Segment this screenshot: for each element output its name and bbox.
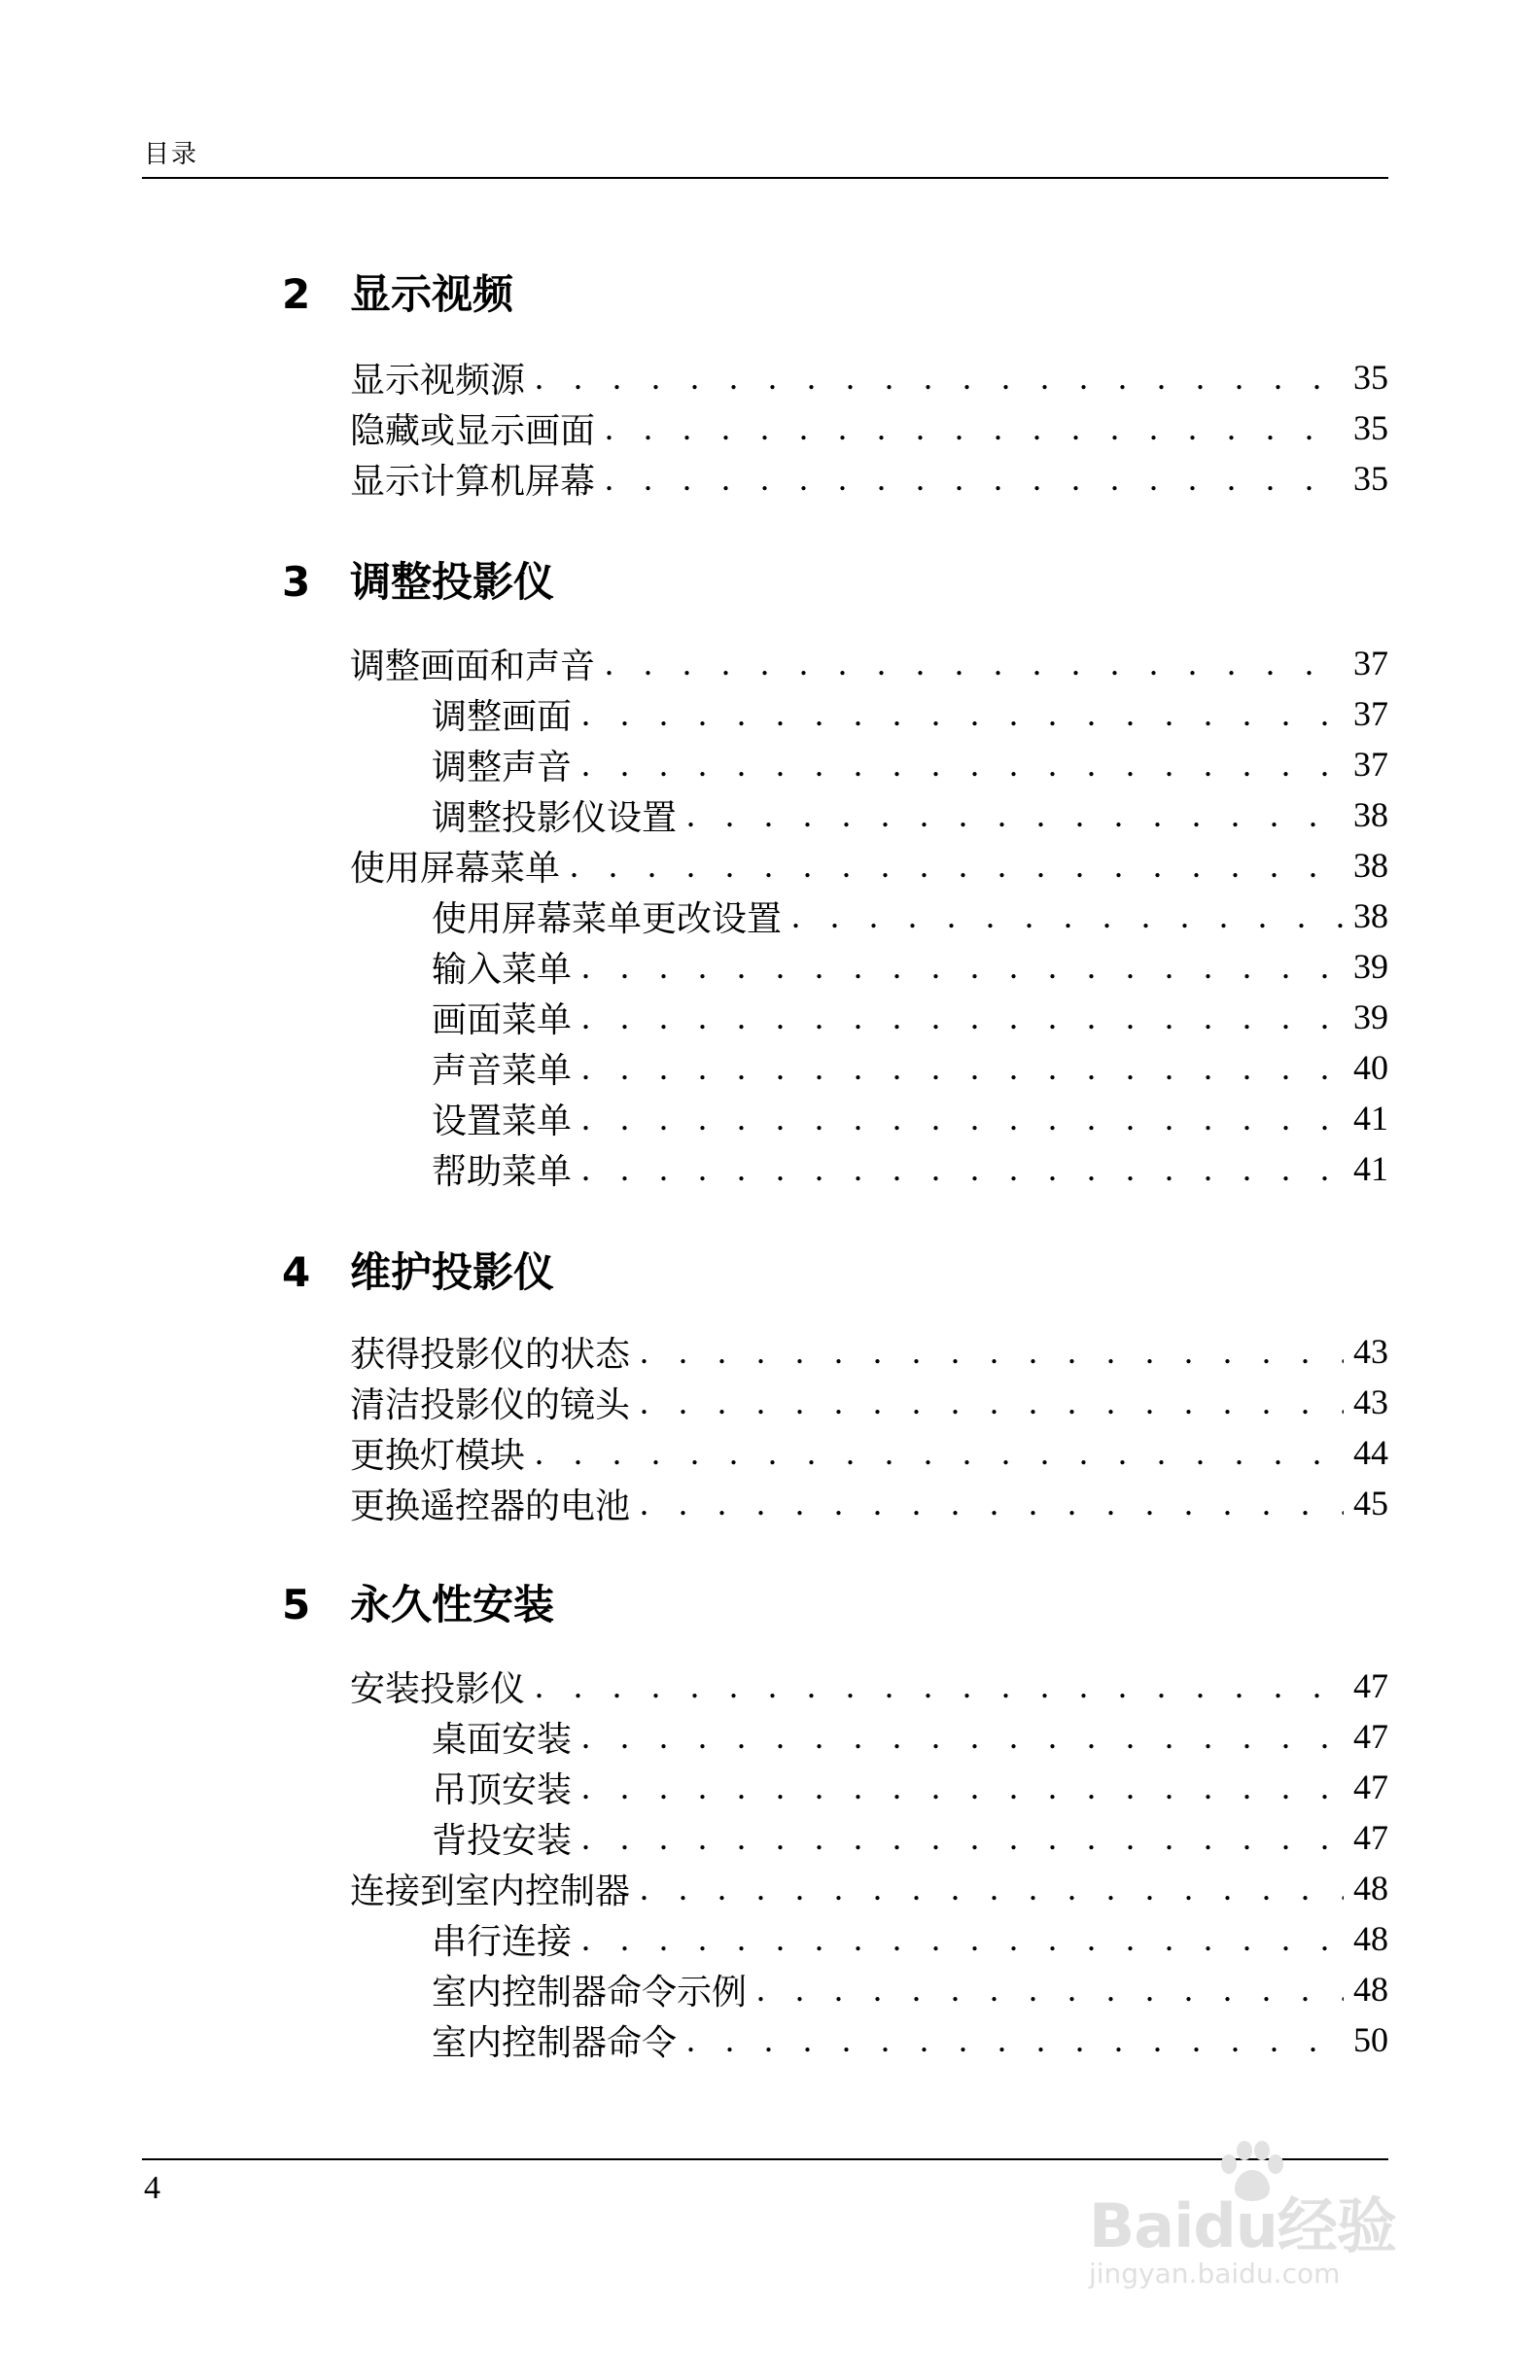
toc-entry-title: 声音菜单 bbox=[432, 1050, 573, 1091]
toc-entry-page: 48 bbox=[1353, 1970, 1388, 2009]
chapter-number: 5 bbox=[282, 1581, 311, 1628]
toc-entry-page: 38 bbox=[1353, 846, 1388, 885]
toc-entry-page: 45 bbox=[1353, 1484, 1388, 1522]
toc-subentry[interactable] bbox=[432, 992, 1388, 1042]
dot-leader bbox=[640, 1331, 1344, 1372]
toc-entry-title: 清洁投影仪的镜头 bbox=[350, 1384, 631, 1425]
toc-entry-page: 47 bbox=[1353, 1717, 1388, 1756]
dot-leader bbox=[640, 1868, 1344, 1908]
toc-entry-title: 使用屏幕菜单 bbox=[350, 848, 561, 889]
toc-entry-title: 背投安装 bbox=[432, 1820, 573, 1861]
toc-entry[interactable] bbox=[350, 1478, 1388, 1528]
toc-entry-page: 50 bbox=[1353, 2020, 1388, 2059]
dot-leader bbox=[581, 1817, 1344, 1858]
dot-leader bbox=[581, 1148, 1344, 1189]
dot-leader bbox=[581, 1098, 1344, 1138]
toc-entry-page: 35 bbox=[1353, 459, 1388, 498]
chapter-title: 显示视频 bbox=[350, 270, 514, 318]
toc-entry-title: 连接到室内控制器 bbox=[350, 1871, 631, 1911]
dot-leader bbox=[570, 845, 1344, 886]
dot-leader bbox=[535, 1665, 1344, 1706]
toc-entry-title: 安装投影仪 bbox=[350, 1668, 526, 1709]
chapter-heading bbox=[282, 1573, 1390, 1628]
toc-entry-title: 画面菜单 bbox=[432, 999, 573, 1040]
toc-entry-page: 41 bbox=[1353, 1099, 1388, 1138]
toc-entry-title: 调整画面和声音 bbox=[350, 646, 596, 686]
toc-entry-title: 显示计算机屏幕 bbox=[350, 461, 596, 502]
toc-entry-page: 37 bbox=[1353, 694, 1388, 733]
toc-entry[interactable] bbox=[350, 1377, 1388, 1427]
toc-entry[interactable] bbox=[350, 453, 1388, 504]
chapter-heading bbox=[282, 262, 1390, 317]
toc-entry-title: 吊顶安装 bbox=[432, 1769, 573, 1810]
toc-subentry[interactable] bbox=[432, 2014, 1388, 2065]
toc-entry-page: 37 bbox=[1353, 644, 1388, 682]
toc-entry-title: 使用屏幕菜单更改设置 bbox=[432, 898, 783, 939]
toc-entry-title: 调整投影仪设置 bbox=[432, 797, 678, 838]
toc-entry-page: 39 bbox=[1353, 947, 1388, 986]
chapter-number: 4 bbox=[282, 1248, 311, 1296]
toc-entry-title: 输入菜单 bbox=[432, 949, 573, 990]
toc-entry-title: 显示视频源 bbox=[350, 360, 526, 401]
toc-entry-page: 39 bbox=[1353, 998, 1388, 1036]
dot-leader bbox=[581, 1716, 1344, 1757]
dot-leader bbox=[581, 1047, 1344, 1088]
dot-leader bbox=[535, 1432, 1344, 1473]
toc-entry[interactable] bbox=[350, 402, 1388, 453]
toc-subentry[interactable] bbox=[432, 739, 1388, 789]
chapter-heading bbox=[282, 1241, 1390, 1295]
toc-entry-page: 38 bbox=[1353, 896, 1388, 935]
watermark-url: jingyan.baidu.com bbox=[1089, 2258, 1341, 2290]
toc-entry-page: 43 bbox=[1353, 1332, 1388, 1371]
toc-entry-page: 43 bbox=[1353, 1382, 1388, 1421]
baidu-watermark bbox=[1089, 2139, 1439, 2294]
toc-entry-page: 48 bbox=[1353, 1869, 1388, 1908]
toc-entry-page: 44 bbox=[1353, 1433, 1388, 1472]
toc-subentry[interactable] bbox=[432, 1093, 1388, 1143]
chapter-number: 3 bbox=[282, 558, 311, 606]
toc-entry-title: 隐藏或显示画面 bbox=[350, 410, 596, 451]
toc-entry-page: 37 bbox=[1353, 745, 1388, 784]
dot-leader bbox=[640, 1483, 1344, 1523]
dot-leader bbox=[791, 895, 1344, 936]
dot-leader bbox=[640, 1382, 1344, 1422]
toc-subentry[interactable] bbox=[432, 1913, 1388, 1964]
toc-entry-title: 获得投影仪的状态 bbox=[350, 1334, 631, 1375]
toc-entry-page: 47 bbox=[1353, 1818, 1388, 1857]
toc-entry[interactable] bbox=[350, 638, 1388, 688]
toc-entry-page: 47 bbox=[1353, 1666, 1388, 1705]
toc-subentry[interactable] bbox=[432, 941, 1388, 992]
chapter-title: 调整投影仪 bbox=[350, 558, 555, 606]
toc-subentry[interactable] bbox=[432, 1812, 1388, 1863]
toc-subentry[interactable] bbox=[432, 1964, 1388, 2014]
toc-entry-page: 35 bbox=[1353, 408, 1388, 447]
dot-leader bbox=[581, 744, 1344, 785]
dot-leader bbox=[581, 1767, 1344, 1807]
toc-entry[interactable] bbox=[350, 840, 1388, 891]
dot-leader bbox=[535, 357, 1344, 398]
dot-leader bbox=[605, 643, 1344, 683]
toc-entry-title: 室内控制器命令 bbox=[432, 2022, 678, 2063]
chapter-number: 2 bbox=[282, 270, 311, 318]
toc-subentry[interactable] bbox=[432, 789, 1388, 840]
dot-leader bbox=[581, 946, 1344, 987]
toc-entry-page: 41 bbox=[1353, 1149, 1388, 1188]
toc-entry-page: 38 bbox=[1353, 795, 1388, 834]
toc-entry-page: 47 bbox=[1353, 1768, 1388, 1806]
toc-entry[interactable] bbox=[350, 1427, 1388, 1478]
toc-entry[interactable] bbox=[350, 1326, 1388, 1377]
toc-subentry[interactable] bbox=[432, 1762, 1388, 1812]
toc-entry-page: 48 bbox=[1353, 1919, 1388, 1958]
dot-leader bbox=[581, 1918, 1344, 1959]
toc-subentry[interactable] bbox=[432, 1143, 1388, 1194]
dot-leader bbox=[605, 458, 1344, 499]
chapter-heading bbox=[282, 550, 1390, 605]
header-rule bbox=[142, 177, 1388, 179]
toc-entry-title: 调整声音 bbox=[432, 747, 573, 788]
chapter-title: 维护投影仪 bbox=[350, 1248, 555, 1296]
dot-leader bbox=[686, 794, 1344, 835]
toc-entry-title: 桌面安装 bbox=[432, 1719, 573, 1760]
toc-entry-title: 调整画面 bbox=[432, 696, 573, 737]
dot-leader bbox=[605, 407, 1344, 448]
dot-leader bbox=[581, 997, 1344, 1037]
toc-entry-title: 设置菜单 bbox=[432, 1101, 573, 1141]
dot-leader bbox=[581, 693, 1344, 734]
toc-entry-page: 35 bbox=[1353, 358, 1388, 397]
toc-entry-title: 帮助菜单 bbox=[432, 1151, 573, 1192]
toc-entry[interactable] bbox=[350, 1661, 1388, 1711]
toc-subentry[interactable] bbox=[432, 688, 1388, 739]
toc-entry-title: 串行连接 bbox=[432, 1921, 573, 1962]
running-head: 目录 bbox=[144, 140, 199, 169]
chapter-title: 永久性安装 bbox=[350, 1581, 555, 1628]
toc-entry-title: 室内控制器命令示例 bbox=[432, 1972, 748, 2012]
toc-entry-page: 40 bbox=[1353, 1048, 1388, 1087]
watermark-brand: Baidu经验 bbox=[1089, 2190, 1396, 2261]
toc-entry-title: 更换遥控器的电池 bbox=[350, 1486, 631, 1526]
toc-entry[interactable] bbox=[350, 352, 1388, 402]
toc-subentry[interactable] bbox=[432, 891, 1388, 941]
dot-leader bbox=[756, 1969, 1344, 2010]
toc-entry[interactable] bbox=[350, 1863, 1388, 1913]
dot-leader bbox=[686, 2019, 1344, 2060]
toc-subentry[interactable] bbox=[432, 1711, 1388, 1762]
page-number: 4 bbox=[144, 2170, 160, 2206]
toc-subentry[interactable] bbox=[432, 1042, 1388, 1093]
toc-entry-title: 更换灯模块 bbox=[350, 1435, 526, 1476]
